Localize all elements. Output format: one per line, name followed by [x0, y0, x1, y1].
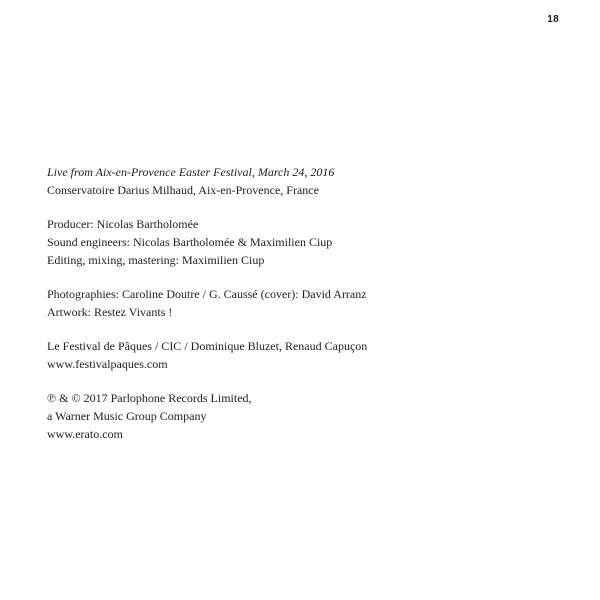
artwork-credit: Artwork: Restez Vivants !	[47, 305, 173, 319]
company-line: a Warner Music Group Company	[47, 409, 207, 423]
venue-line: Conservatoire Darius Milhaud, Aix-en-Provence, France	[47, 183, 319, 197]
label-credits	[47, 389, 567, 443]
label-website: www.erato.com	[47, 427, 123, 441]
photographies-credit: Photographies: Caroline Doutre / G. Caussé (cover): David Arranz	[47, 287, 367, 301]
festival-credits	[47, 337, 567, 373]
credits-text	[47, 163, 567, 459]
festival-line: Le Festival de Pâques / CIC / Dominique Bluzet, Renaud Capuçon	[47, 339, 368, 353]
editing-credit: Editing, mixing, mastering: Maximilien Ciup	[47, 253, 265, 267]
festival-website: www.festivalpaques.com	[47, 357, 168, 371]
visual-credits	[47, 285, 567, 321]
copyright-line: ℗ & © 2017 Parlophone Records Limited,	[47, 391, 252, 405]
live-recording-line: Live from Aix-en-Provence Easter Festival, March 24, 2016	[47, 165, 335, 179]
production-credits	[47, 215, 567, 269]
producer-credit: Producer: Nicolas Bartholomée	[47, 217, 199, 231]
page-number: 18	[547, 14, 559, 25]
recording-info	[47, 163, 567, 199]
sound-engineers-credit: Sound engineers: Nicolas Bartholomée & Maximilien Ciup	[47, 235, 333, 249]
